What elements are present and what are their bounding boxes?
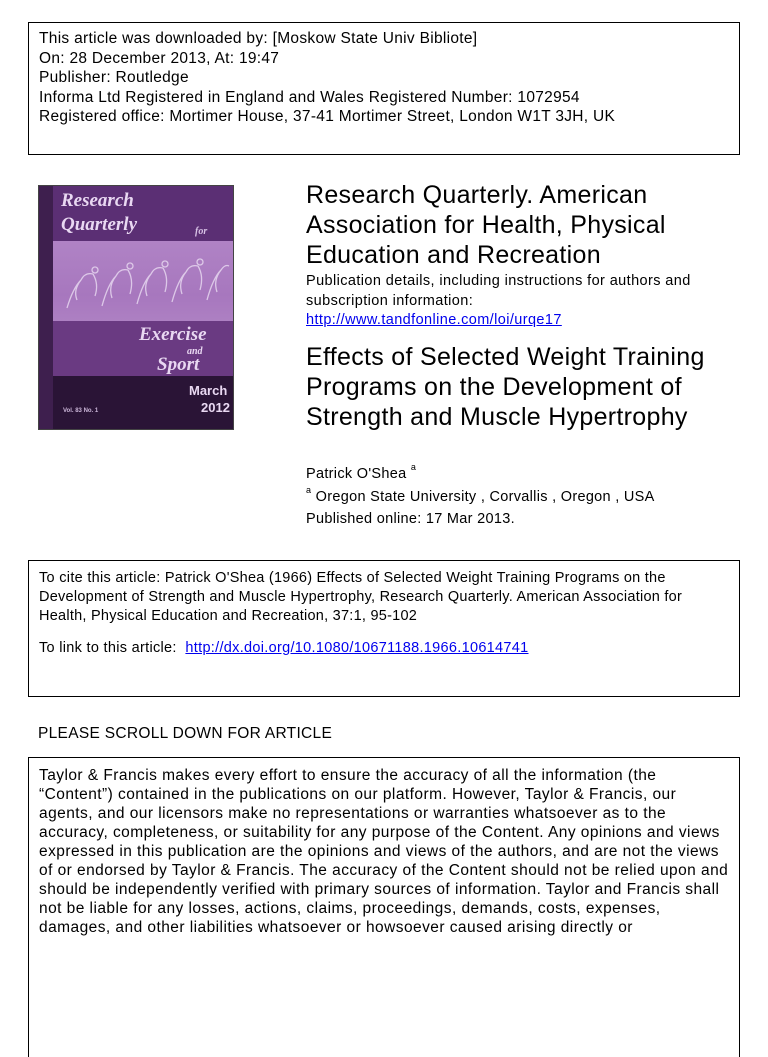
publication-details	[306, 272, 746, 331]
publisher-line: Publisher: Routledge	[39, 69, 189, 86]
affiliation-text: Oregon State University , Corvallis , Oregon , USA	[315, 489, 655, 505]
cover-volume: Vol. 83 No. 1	[63, 408, 99, 414]
affiliation-marker: a	[306, 485, 312, 495]
cover-title-exercise: Exercise	[139, 324, 207, 345]
cover-title-and: and	[187, 346, 203, 357]
registration-line: Informa Ltd Registered in England and Wales Registered Number: 1072954	[39, 88, 580, 106]
journal-title: Research Quarterly. American Association for Health, Physical Education and Recreation	[306, 181, 666, 269]
cover-title-research: Research	[61, 190, 134, 211]
journal-cover-image	[38, 185, 234, 430]
cover-year: 2012	[201, 400, 230, 415]
journal-url-link[interactable]: http://www.tandfonline.com/loi/urqe17	[306, 312, 562, 328]
scroll-down-notice: PLEASE SCROLL DOWN FOR ARTICLE	[38, 725, 333, 742]
article-link-label: To link to this article:	[39, 640, 177, 656]
disclaimer-box	[28, 757, 740, 1057]
download-date-line: On: 28 December 2013, At: 19:47	[39, 49, 280, 67]
registered-office-line: Registered office: Mortimer House, 37-41 Mortimer Street, London W1T 3JH, UK	[39, 108, 616, 125]
download-info-box	[28, 22, 740, 155]
doi-link[interactable]: http://dx.doi.org/10.1080/10671188.1966.10614741	[185, 640, 529, 656]
author-affiliation-marker: a	[410, 462, 417, 472]
article-title: Effects of Selected Weight Training Programs on the Development of Strength and Muscle Hypertrophy	[306, 343, 705, 431]
download-info-line: This article was downloaded by: [Moskow State Univ Bibliote]	[39, 30, 478, 47]
citation-label: To cite this article:	[39, 570, 161, 586]
citation-text: Patrick O'Shea (1966) Effects of Selected Weight Training Programs on the Development of Strength and Muscle Hypertrophy, Research Quarterly. American Association for Health, Physical Education and Recreation, 37:1, 95-102	[39, 570, 683, 624]
affiliation-line	[306, 485, 655, 505]
cover-title-sport: Sport	[157, 354, 200, 375]
disclaimer-text: Taylor & Francis makes every effort to ensure the accuracy of all the information (the “Content”) contained in the publications on our platform. However, Taylor & Francis, our agents, and our licensors make no representations or warranties whatsoever as to the accuracy, completeness, or suitability for any purpose of the Content. Any opinions and views expressed in this publication are the opinions and views of the authors, and are not the views of or endorsed by Taylor & Francis. The accuracy of the Content should not be relied upon and should be independently verified with primary sources of information. Taylor and Francis shall not be liable for any losses, actions, claims, proceedings, demands, costs, expenses, damages, and other liabilities whatsoever or howsoever caused arising directly or	[39, 767, 729, 936]
article-link-line	[39, 640, 729, 656]
cover-title-quarterly: Quarterly	[61, 214, 137, 235]
author-line	[306, 462, 417, 482]
cover-title-for: for	[195, 226, 208, 237]
author-name: Patrick O'Shea	[306, 466, 407, 482]
publication-details-text: Publication details, including instructions for authors and subscription information:	[306, 273, 691, 309]
cover-month: March	[189, 383, 228, 398]
published-online: Published online: 17 Mar 2013.	[306, 511, 515, 527]
citation-paragraph	[39, 569, 729, 626]
athlete-figures-graphic	[57, 248, 233, 318]
citation-box	[28, 560, 740, 697]
